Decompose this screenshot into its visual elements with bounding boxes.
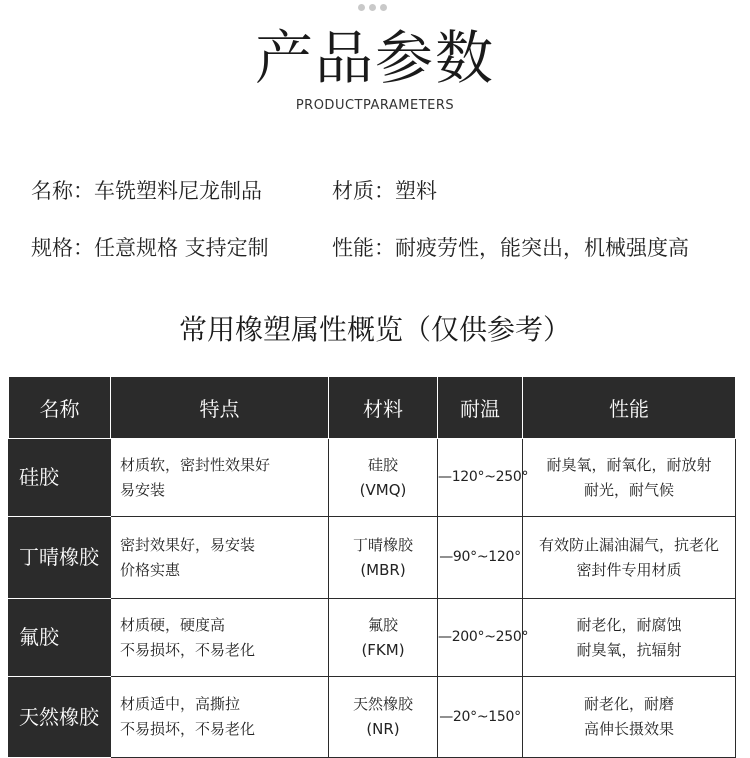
material-name: 氟胶 xyxy=(367,615,398,634)
page-subtitle: PRODUCTPARAMETERS xyxy=(295,98,455,113)
performance-line: 高伸长摄效果 xyxy=(583,720,674,738)
info-material: 材质：塑料 xyxy=(332,179,437,203)
feature-line: 不易损坏，不易老化 xyxy=(120,640,256,659)
material-code: (VMQ) xyxy=(359,480,407,499)
row-features xyxy=(111,439,329,517)
row-material xyxy=(329,517,438,599)
feature-line: 易安装 xyxy=(120,480,166,499)
page-title: 产品参数 xyxy=(254,24,495,92)
performance-line: 耐光，耐气候 xyxy=(583,480,674,499)
header-performance: 性能 xyxy=(523,377,736,439)
row-features xyxy=(111,517,329,599)
performance-line: 耐老化，耐磨 xyxy=(583,695,674,713)
row-performance xyxy=(523,439,736,517)
section-title: 常用橡塑属性概览（仅供参考） xyxy=(178,313,571,346)
material-code: (MBR) xyxy=(360,560,406,579)
feature-line: 材质适中，高撕拉 xyxy=(120,695,241,713)
row-name: 氟胶 xyxy=(9,599,111,677)
row-temperature: —20°~150° xyxy=(438,677,523,758)
rubber-properties-table xyxy=(8,376,736,758)
performance-line: 耐臭氧，耐氧化，耐放射 xyxy=(546,455,712,474)
row-material xyxy=(329,677,438,758)
row-temperature: —200°~250° xyxy=(438,599,523,677)
info-spec: 规格：任意规格 支持定制 xyxy=(31,236,269,260)
row-material xyxy=(329,599,438,677)
material-code: (NR) xyxy=(366,720,400,738)
row-performance xyxy=(523,517,736,599)
material-code: (FKM) xyxy=(361,640,405,659)
performance-line: 耐臭氧，抗辐射 xyxy=(576,640,682,659)
info-name: 名称：车铣塑料尼龙制品 xyxy=(31,179,262,203)
row-name: 天然橡胶 xyxy=(9,677,111,758)
feature-line: 价格实惠 xyxy=(120,560,181,579)
header-temperature: 耐温 xyxy=(438,377,523,439)
feature-line: 材质硬，硬度高 xyxy=(120,615,226,634)
row-temperature: —120°~250° xyxy=(438,439,523,517)
material-name: 丁晴橡胶 xyxy=(352,535,413,554)
row-name: 硅胶 xyxy=(9,439,111,517)
material-name: 天然橡胶 xyxy=(352,695,413,713)
material-name: 硅胶 xyxy=(367,455,398,474)
table-header-row xyxy=(9,377,736,439)
page-indicator-dots xyxy=(358,0,394,4)
header-name: 名称 xyxy=(9,377,111,439)
header-features: 特点 xyxy=(111,377,329,439)
feature-line: 密封效果好，易安装 xyxy=(120,535,256,554)
row-material xyxy=(329,439,438,517)
performance-line: 密封件专用材质 xyxy=(576,560,682,579)
table-row xyxy=(9,517,736,599)
performance-line: 有效防止漏油漏气，抗老化 xyxy=(538,535,719,554)
performance-line: 耐老化，耐腐蚀 xyxy=(576,615,682,634)
info-performance: 性能：耐疲劳性，能突出，机械强度高 xyxy=(332,236,689,260)
feature-line: 材质软，密封性效果好 xyxy=(120,455,271,474)
row-performance xyxy=(523,677,736,758)
row-performance xyxy=(523,599,736,677)
header-material: 材料 xyxy=(329,377,438,439)
row-name: 丁晴橡胶 xyxy=(9,517,111,599)
table-row xyxy=(9,439,736,517)
table-row xyxy=(9,677,736,758)
table-row xyxy=(9,599,736,677)
feature-line: 不易损坏，不易老化 xyxy=(120,720,256,738)
row-temperature: —90°~120° xyxy=(438,517,523,599)
row-features xyxy=(111,599,329,677)
row-features xyxy=(111,677,329,758)
